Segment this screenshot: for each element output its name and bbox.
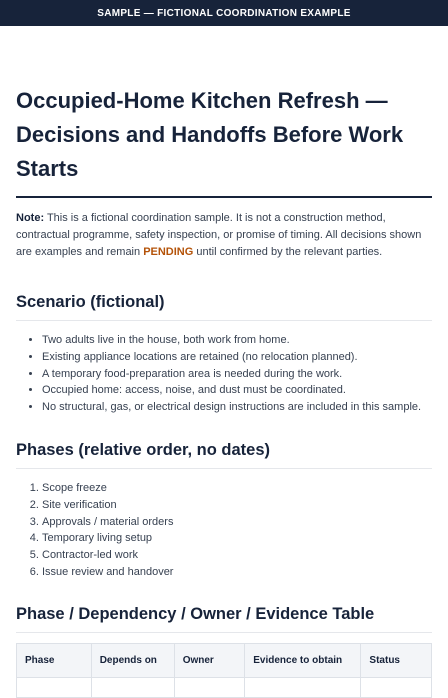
list-item: • Occupied home: access, noise, and dust must be coordinated. — [42, 382, 432, 399]
table-cell — [245, 677, 361, 697]
list-item: 3. Approvals / material orders — [42, 514, 432, 531]
column-header-phase: Phase — [17, 643, 92, 677]
list-item: • A temporary food-preparation area is needed during the work. — [42, 366, 432, 383]
table-row — [17, 677, 432, 697]
list-item: • No structural, gas, or electrical design instructions are included in this sample. — [42, 399, 432, 416]
dependency-table — [16, 643, 432, 698]
column-header-status: Status — [361, 643, 432, 677]
document-body — [0, 84, 448, 698]
scenario-list — [16, 332, 432, 416]
table-cell — [17, 677, 92, 697]
pending-status-badge: PENDING — [143, 246, 194, 258]
disclaimer-note — [16, 210, 432, 261]
table-header-row — [17, 643, 432, 677]
column-header-owner: Owner — [174, 643, 245, 677]
note-text-before: This is a fictional coordination sample. It is not a construction method, contractual programme, safety inspection, or promise of timing. All decisions shown are examples and remain — [16, 212, 422, 258]
list-item: • Existing appliance locations are retained (no relocation planned). — [42, 349, 432, 366]
list-item: 1. Scope freeze — [42, 480, 432, 497]
phases-heading: Phases (relative order, no dates) — [16, 441, 432, 469]
note-label: Note: — [16, 212, 45, 224]
table-cell — [174, 677, 245, 697]
phases-list — [16, 480, 432, 581]
list-item: 4. Temporary living setup — [42, 530, 432, 547]
list-item: 5. Contractor-led work — [42, 547, 432, 564]
page-title: Occupied-Home Kitchen Refresh — Decisions and Handoffs Before Work Starts — [16, 84, 432, 198]
table-heading: Phase / Dependency / Owner / Evidence Table — [16, 605, 432, 633]
list-item: • Two adults live in the house, both work from home. — [42, 332, 432, 349]
table-cell — [91, 677, 174, 697]
column-header-depends-on: Depends on — [91, 643, 174, 677]
list-item: 6. Issue review and handover — [42, 564, 432, 581]
column-header-evidence: Evidence to obtain — [245, 643, 361, 677]
note-text-after: until confirmed by the relevant parties. — [193, 246, 383, 258]
table-cell — [361, 677, 432, 697]
list-item: 2. Site verification — [42, 497, 432, 514]
scenario-heading: Scenario (fictional) — [16, 293, 432, 321]
sample-banner: SAMPLE — FICTIONAL COORDINATION EXAMPLE — [0, 0, 448, 26]
